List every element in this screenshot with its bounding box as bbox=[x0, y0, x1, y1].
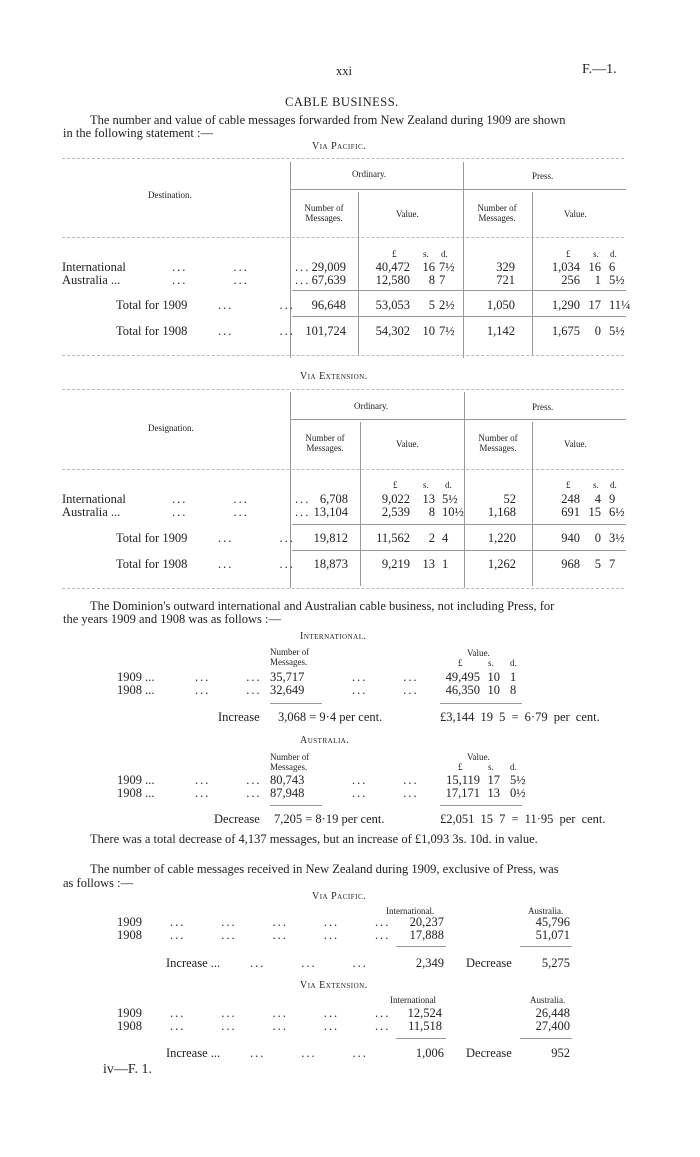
section-title: Via Extension. bbox=[300, 980, 368, 991]
aus-change: 952 bbox=[551, 1046, 570, 1060]
cell-msgs: 80,743 bbox=[270, 773, 305, 787]
cell-pounds: 11,562 bbox=[376, 531, 410, 545]
cell-msgs: 6,708 bbox=[319, 492, 348, 506]
cell-pence: 7 bbox=[439, 273, 446, 287]
cell-press-pounds: 940 bbox=[561, 531, 580, 545]
units-pound: £ bbox=[392, 249, 397, 259]
row-label: International bbox=[62, 260, 126, 274]
cell-msgs: 29,009 bbox=[311, 260, 346, 274]
header-ordinary: Ordinary. bbox=[354, 401, 389, 411]
cell-pence: 5½ bbox=[510, 773, 526, 787]
header-press-value: Value. bbox=[564, 439, 587, 449]
header-press: Press. bbox=[532, 402, 554, 412]
col-australia: Australia. bbox=[528, 906, 564, 916]
row-label: International bbox=[62, 492, 126, 506]
section-title: International. bbox=[300, 631, 367, 642]
cell-international: 11,518 bbox=[408, 1019, 442, 1033]
year-label: 1909 ... bbox=[117, 670, 155, 684]
cell-australia: 27,400 bbox=[535, 1019, 570, 1033]
col-value: Value. bbox=[467, 752, 490, 762]
cell-press-pounds: 1,675 bbox=[551, 324, 580, 338]
cell-pence: 4 bbox=[442, 531, 449, 545]
cell-pounds: 40,472 bbox=[375, 260, 410, 274]
cell-press-msgs: 1,220 bbox=[487, 531, 516, 545]
cell-pence: 10½ bbox=[442, 505, 464, 519]
total-label: Total for 1909 bbox=[116, 531, 188, 545]
cell-international: 17,888 bbox=[409, 928, 444, 942]
cell-pence: 1 bbox=[510, 670, 517, 684]
summary-text: There was a total decrease of 4,137 messages, but an increase of £1,093 3s. 10d. in value. bbox=[90, 832, 538, 846]
cell-msgs: 87,948 bbox=[270, 786, 305, 800]
cell-press-pounds: 1,034 bbox=[551, 260, 580, 274]
cell-press-shillings: 5 bbox=[594, 557, 601, 571]
section-title: Via Pacific. bbox=[312, 891, 367, 902]
change-label: Increase bbox=[218, 710, 260, 724]
footer-signature: iv—F. 1. bbox=[103, 1062, 153, 1077]
cell-pence: 7½ bbox=[439, 260, 455, 274]
col-value: Value. bbox=[467, 648, 490, 658]
header-press-value: Value. bbox=[564, 209, 587, 219]
header-destination: Destination. bbox=[148, 190, 192, 200]
units-pence: d. bbox=[610, 480, 617, 490]
units-pence: d. bbox=[610, 249, 617, 259]
cell-press-msgs: 1,168 bbox=[487, 505, 516, 519]
col-australia: Australia. bbox=[530, 995, 566, 1005]
cell-pence: 5½ bbox=[442, 492, 458, 506]
cell-msgs: 35,717 bbox=[270, 670, 305, 684]
header-ordinary: Ordinary. bbox=[352, 169, 387, 179]
cell-pence: 1 bbox=[442, 557, 449, 571]
units-pence: d. bbox=[510, 762, 517, 772]
table-title: Via Extension. bbox=[300, 371, 368, 382]
header-value: Value. bbox=[396, 439, 419, 449]
cell-msgs: 101,724 bbox=[305, 324, 346, 338]
cell-msgs: 19,812 bbox=[313, 531, 348, 545]
cell-press-shillings: 0 bbox=[594, 324, 601, 338]
units-shilling: s. bbox=[488, 762, 494, 772]
header-value: Value. bbox=[396, 209, 419, 219]
cell-shillings: 13 bbox=[422, 492, 435, 506]
cell-msgs: 18,873 bbox=[313, 557, 348, 571]
cell-press-msgs: 1,142 bbox=[486, 324, 515, 338]
cell-international: 12,524 bbox=[407, 1006, 442, 1020]
cell-pounds: 9,022 bbox=[381, 492, 410, 506]
change-msgs: 3,068 = 9·4 per cent. bbox=[278, 710, 383, 724]
cell-pounds: 54,302 bbox=[375, 324, 410, 338]
cell-pence: 7½ bbox=[439, 324, 455, 338]
cell-press-pence: 5½ bbox=[609, 324, 625, 338]
col-international: International. bbox=[386, 906, 435, 916]
intl-change: 1,006 bbox=[415, 1046, 444, 1060]
cell-press-shillings: 0 bbox=[594, 531, 601, 545]
cell-msgs: 32,649 bbox=[270, 683, 305, 697]
cell-shillings: 5 bbox=[428, 298, 435, 312]
cell-press-msgs: 1,262 bbox=[487, 557, 516, 571]
header-press: Press. bbox=[532, 171, 554, 181]
cell-msgs: 67,639 bbox=[311, 273, 346, 287]
section-title: Australia. bbox=[300, 735, 350, 746]
cell-press-pounds: 691 bbox=[561, 505, 580, 519]
units-shilling: s. bbox=[488, 658, 494, 668]
table-title: Via Pacific. bbox=[312, 141, 367, 152]
change-value: £2,051 15 7 = 11·95 per cent. bbox=[440, 812, 606, 826]
units-shilling: s. bbox=[593, 249, 599, 259]
cell-press-pounds: 248 bbox=[561, 492, 580, 506]
col-number: Number of Messages. bbox=[270, 752, 310, 772]
change-label: Increase ... bbox=[166, 1046, 221, 1060]
units-pence: d. bbox=[445, 480, 452, 490]
change-label: Decrease bbox=[214, 812, 260, 826]
cell-press-pence: 9 bbox=[609, 492, 616, 506]
aus-change-label: Decrease bbox=[466, 1046, 512, 1060]
intro-line-2: in the following statement :— bbox=[63, 126, 213, 140]
header-number-messages: Number of Messages. bbox=[304, 203, 344, 223]
year-label: 1908 bbox=[117, 928, 142, 942]
change-value: £3,144 19 5 = 6·79 per cent. bbox=[440, 710, 600, 724]
cell-shillings: 16 bbox=[422, 260, 435, 274]
year-label: 1909 bbox=[117, 1006, 142, 1020]
header-number-messages: Number of Messages. bbox=[305, 433, 345, 453]
cell-shillings: 10 bbox=[422, 324, 435, 338]
units-pound: £ bbox=[458, 762, 463, 772]
cell-press-msgs: 52 bbox=[503, 492, 516, 506]
units-pence: d. bbox=[441, 249, 448, 259]
cell-shillings: 8 bbox=[428, 273, 435, 287]
cell-press-pence: 11¼ bbox=[609, 298, 631, 312]
cell-pence: 2½ bbox=[439, 298, 455, 312]
cell-press-pence: 3½ bbox=[609, 531, 625, 545]
col-number: Number of Messages. bbox=[270, 647, 310, 667]
cell-press-shillings: 1 bbox=[594, 273, 601, 287]
cell-pounds: 46,350 bbox=[445, 683, 480, 697]
cell-australia: 51,071 bbox=[535, 928, 570, 942]
units-shilling: s. bbox=[593, 480, 599, 490]
cell-press-pence: 5½ bbox=[609, 273, 625, 287]
cell-press-shillings: 15 bbox=[588, 505, 601, 519]
received-intro-1: The number of cable messages received in New Zealand during 1909, exclusive of Press, was bbox=[90, 862, 559, 876]
total-label: Total for 1909 bbox=[116, 298, 188, 312]
year-label: 1908 bbox=[117, 1019, 142, 1033]
cell-pence: 8 bbox=[510, 683, 517, 697]
change-label: Increase ... bbox=[166, 956, 221, 970]
cell-shillings: 13 bbox=[487, 786, 500, 800]
year-label: 1908 ... bbox=[117, 683, 155, 697]
total-label: Total for 1908 bbox=[116, 324, 188, 338]
cell-msgs: 96,648 bbox=[311, 298, 346, 312]
header-designation: Designation. bbox=[148, 423, 194, 433]
cell-press-pence: 6 bbox=[609, 260, 616, 274]
year-label: 1908 ... bbox=[117, 786, 155, 800]
total-label: Total for 1908 bbox=[116, 557, 188, 571]
cell-press-shillings: 17 bbox=[588, 298, 601, 312]
cell-press-pounds: 256 bbox=[561, 273, 580, 287]
row-label: Australia ... bbox=[62, 273, 121, 287]
units-shilling: s. bbox=[423, 480, 429, 490]
outward-intro-2: the years 1909 and 1908 was as follows :— bbox=[63, 612, 282, 626]
cell-pounds: 17,171 bbox=[445, 786, 480, 800]
cell-press-shillings: 4 bbox=[594, 492, 601, 506]
units-shilling: s. bbox=[423, 249, 429, 259]
page-title: CABLE BUSINESS. bbox=[285, 95, 399, 109]
header-press-number: Number of Messages. bbox=[478, 433, 518, 453]
aus-change-label: Decrease bbox=[466, 956, 512, 970]
cell-pounds: 12,580 bbox=[375, 273, 410, 287]
units-pence: d. bbox=[510, 658, 517, 668]
units-pound: £ bbox=[566, 480, 571, 490]
cell-msgs: 13,104 bbox=[313, 505, 348, 519]
cell-australia: 45,796 bbox=[535, 915, 570, 929]
cell-pounds: 49,495 bbox=[445, 670, 480, 684]
cell-pounds: 9,219 bbox=[381, 557, 410, 571]
cell-press-msgs: 329 bbox=[496, 260, 515, 274]
cell-australia: 26,448 bbox=[535, 1006, 570, 1020]
cell-pounds: 53,053 bbox=[375, 298, 410, 312]
units-pound: £ bbox=[458, 658, 463, 668]
header-press-number: Number of Messages. bbox=[477, 203, 517, 223]
cell-press-shillings: 16 bbox=[588, 260, 601, 274]
cell-international: 20,237 bbox=[409, 915, 444, 929]
cell-shillings: 10 bbox=[487, 683, 500, 697]
cell-shillings: 17 bbox=[487, 773, 500, 787]
cell-press-pounds: 1,290 bbox=[551, 298, 580, 312]
col-international: International bbox=[390, 995, 436, 1005]
cell-shillings: 8 bbox=[428, 505, 435, 519]
units-pound: £ bbox=[393, 480, 398, 490]
cell-pence: 0½ bbox=[510, 786, 526, 800]
cell-shillings: 2 bbox=[428, 531, 435, 545]
cell-press-msgs: 1,050 bbox=[486, 298, 515, 312]
cell-press-msgs: 721 bbox=[496, 273, 515, 287]
document-ref: F.—1. bbox=[582, 62, 617, 77]
cell-press-pounds: 968 bbox=[561, 557, 580, 571]
year-label: 1909 ... bbox=[117, 773, 155, 787]
intro-line-1: The number and value of cable messages forwarded from New Zealand during 1909 are shown bbox=[90, 113, 566, 127]
units-pound: £ bbox=[566, 249, 571, 259]
year-label: 1909 bbox=[117, 915, 142, 929]
cell-shillings: 10 bbox=[487, 670, 500, 684]
page-number: xxi bbox=[336, 64, 352, 78]
cell-press-pence: 7 bbox=[609, 557, 616, 571]
cell-shillings: 13 bbox=[422, 557, 435, 571]
cell-pounds: 15,119 bbox=[446, 773, 480, 787]
intl-change: 2,349 bbox=[415, 956, 444, 970]
cell-pounds: 2,539 bbox=[381, 505, 410, 519]
cell-press-pence: 6½ bbox=[609, 505, 625, 519]
aus-change: 5,275 bbox=[541, 956, 570, 970]
change-msgs: 7,205 = 8·19 per cent. bbox=[274, 812, 385, 826]
received-intro-2: as follows :— bbox=[63, 876, 134, 890]
row-label: Australia ... bbox=[62, 505, 121, 519]
outward-intro-1: The Dominion's outward international and Australian cable business, not including Press, for bbox=[90, 599, 555, 613]
